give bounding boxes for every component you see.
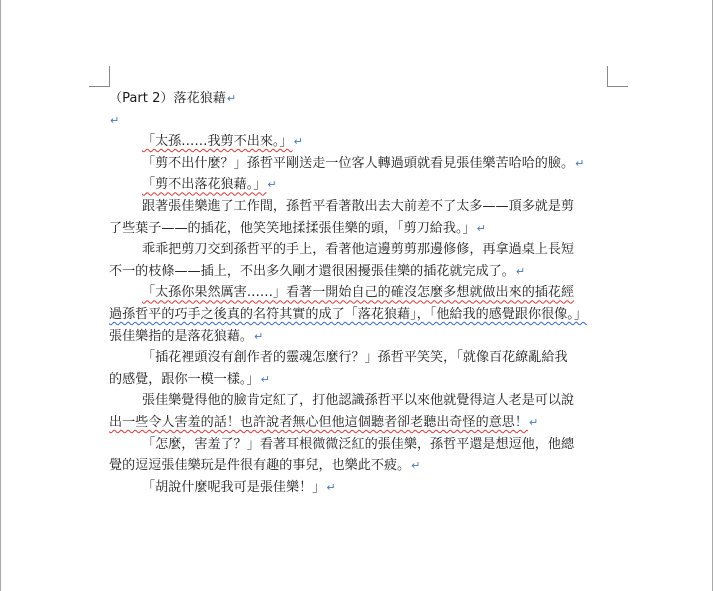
crop-mark-top-right: [607, 66, 628, 87]
paragraph-mark-icon: ↵: [326, 480, 336, 494]
paragraph-line: 的感覺，跟你一模一樣。」↵: [109, 371, 270, 387]
paragraph-line: 「剪不出落花狼藉。」↵: [142, 177, 277, 193]
paragraph-mark-icon: ↵: [515, 264, 526, 278]
paragraph-mark-icon: ↵: [411, 459, 421, 473]
paragraph-mark-icon: ↵: [267, 178, 277, 192]
paragraph-line: 「剪不出什麼？」孫哲平剛送走一位客人轉過頭就看見張佳樂苦哈哈的臉。↵: [142, 155, 585, 171]
empty-paragraph: [109, 110, 614, 132]
paragraph-line: 「胡說什麼呢我可是張佳樂！」↵: [142, 479, 336, 495]
paragraph-mark-icon: ↵: [575, 156, 585, 170]
paragraph-mark-icon: ↵: [529, 415, 539, 429]
paragraph-line: 乖乖把剪刀交到孫哲平的手上，看著他這邊剪剪那邊修修，再拿過桌上長短: [142, 242, 575, 258]
paragraph-line: 出一些令人害羞的話！也許說者無心但他這個聽者卻老聽出奇怪的意思！↵: [109, 414, 539, 430]
paragraph-line: 「太孫……我剪不出來。」↵: [142, 134, 303, 150]
paragraph-line: 「怎麼，害羞了？」看著耳根微微泛紅的張佳樂，孫哲平還是想逗他，他總: [142, 436, 575, 452]
paragraph-line: 跟著張佳樂進了工作間，孫哲平看著散出去大前差不了太多——頂多就是剪: [142, 198, 575, 214]
paragraph-mark-icon: ↵: [260, 372, 270, 386]
crop-mark-top-left: [89, 66, 110, 87]
document-title: （Part 2）落花狼藉↵: [109, 91, 237, 106]
paragraph-line: 了些葉子——的插花，他笑笑地揉揉張佳樂的頭，「剪刀給我。」↵: [109, 220, 486, 236]
paragraph-line: 覺的逗逗張佳樂玩是件很有趣的事兒，也樂此不疲。↵: [109, 458, 421, 474]
paragraph-line: 過孫哲平的巧手之後真的名符其實的成了「落花狼藉」，「他給我的感覺跟你很像。」: [109, 306, 587, 322]
paragraph-mark-icon: ↵: [254, 329, 264, 343]
paragraph-mark-icon: ↵: [476, 221, 486, 235]
paragraph-line: 張佳樂指的是落花狼藉。↵: [109, 328, 264, 344]
paragraph-mark-icon: ↵: [293, 135, 303, 149]
paragraph-line: 不一的枝條——插上，不出多久剛才還很困擾張佳樂的插花就完成了。↵: [109, 263, 526, 279]
paragraph-mark-icon: ↵: [110, 113, 120, 127]
document-body[interactable]: [109, 88, 614, 498]
paragraph-line: 「太孫你果然厲害……」看著一開始自己的確沒怎麼多想就做出來的插花經: [142, 285, 575, 301]
paragraph-mark-icon: ↵: [226, 92, 237, 105]
paragraph-line: 張佳樂覺得他的臉肯定紅了，打他認識孫哲平以來他就覺得這人老是可以說: [142, 393, 575, 409]
paragraph-line: 「插花裡頭沒有創作者的靈魂怎麼行？」孫哲平笑笑，「就像百花繚亂給我: [142, 350, 568, 366]
